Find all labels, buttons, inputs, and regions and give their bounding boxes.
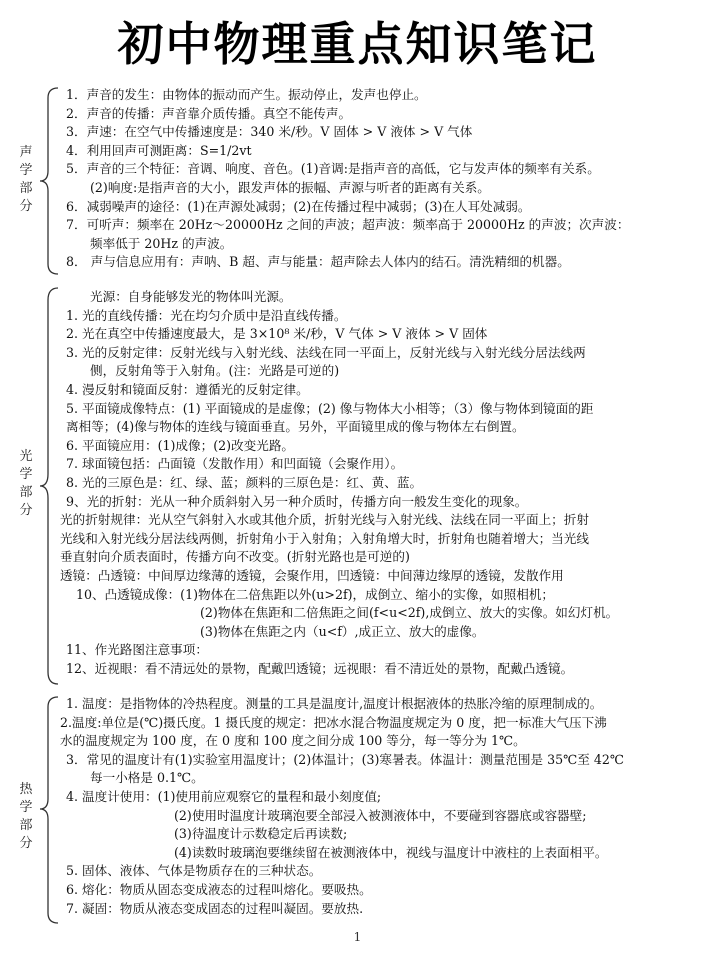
section-brace [38,86,60,276]
section-label-char: 学 [19,467,33,482]
text-line: 7．可听声：频率在 20Hz～20000Hz 之间的声波；超声波：频率高于 20000Hz 的声波；次声波： [66,217,630,233]
text-line: 2．声音的传播：声音靠介质传播。真空不能传声。 [66,105,352,121]
page-number: 1 [353,930,362,944]
text-line: 9、光的折射：光从一种介质斜射入另一种介质时，传播方向一般发生变化的现象。 [66,493,528,509]
section-brace [38,286,60,686]
section-brace [38,695,60,927]
text-line: 2. 光在真空中传播速度最大，是 3×10⁸ 米/秒，V 气体 > V 液体 > V 固体 [66,326,488,342]
text-line: 7. 凝固：物质从液态变成固态的过程叫凝固。要放热. [66,900,364,916]
text-line: 频率低于 20Hz 的声波。 [90,235,233,251]
text-line: 7. 球面镜包括：凸面镜（发散作用）和凹面镜（会聚作用）。 [66,456,404,472]
text-line: 8． 声与信息应用有：声呐、B 超、声与能量：超声除去人体内的结石。清洗精细的机器。 [66,254,570,270]
text-line: 11、作光路图注意事项： [66,642,208,658]
section-label-char: 分 [19,503,33,518]
section-label [16,144,36,216]
section-label-char: 分 [19,836,33,851]
text-line: 5．声音的三个特征：音调、响度、音色。(1)音调:是指声音的高低，它与发声体的频率有关系。 [66,161,600,177]
text-line: 1. 光的直线传播：光在均匀介质中是沿直线传播。 [66,307,347,323]
section-label-char: 热 [19,782,33,797]
text-line: 4. 温度计使用：(1)使用前应观察它的量程和最小刻度值; [66,788,382,804]
text-line: 1. 温度：是指物体的冷热程度。测量的工具是温度计,温度计根据液体的热胀冷缩的原理制成的。 [66,696,603,711]
text-line: 透镜：凸透镜：中间厚边缘薄的透镜，会聚作用，凹透镜：中间薄边缘厚的透镜，发散作用 [60,567,564,583]
text-line: (2)物体在焦距和二倍焦距之间(f<u<2f),成倒立、放大的实像。如幻灯机。 [200,605,619,621]
text-line: 每一小格是 0.1℃。 [90,770,204,786]
text-line: 8. 光的三原色是：红、绿、蓝；颜料的三原色是：红、黄、蓝。 [66,474,423,490]
section-label [16,781,36,853]
text-line: 3. 光的反射定律：反射光线与入射光线、法线在同一平面上，反射光线与入射光线分居法线两 [66,344,586,360]
section-label-char: 部 [19,181,33,196]
section-label-char: 光 [19,449,33,464]
text-line: 光的折射规律：光从空气斜射入水或其他介质，折射光线与入射光线、法线在同一平面上；折射 [60,512,589,528]
text-line: 6. 平面镜应用：(1)成像；(2)改变光路。 [66,437,295,453]
text-line: 1．声音的发生：由物体的振动而产生。振动停止，发声也停止。 [66,87,427,102]
text-line: 4．利用回声可测距离：S=1/2vt [66,142,252,158]
text-line: 水的温度规定为 100 度，在 0 度和 100 度之间分成 100 等分，每一等分为 1℃。 [60,733,526,749]
text-line: 6．减弱噪声的途径：(1)在声源处减弱；(2)在传播过程中减弱；(3)在人耳处减弱。 [66,198,531,214]
text-line: (2)响度:是指声音的大小，跟发声体的振幅、声源与听者的距离有关系。 [90,179,490,195]
section-label-char: 学 [19,163,33,178]
section-label-char: 部 [19,818,33,833]
text-line: 5. 固体、液体、气体是物质存在的三种状态。 [66,863,322,879]
text-line: 5. 平面镜成像特点：(1) 平面镜成的是虚像；(2) 像与物体大小相等；（3）像与物体到镜面的距 [66,400,594,416]
section-label-char: 学 [19,800,33,815]
text-line: 3．声速：在空气中传播速度是：340 米/秒。V 固体 > V 液体 > V 气体 [66,124,473,140]
text-line: 10、凸透镜成像：(1)物体在二倍焦距以外(u>2f)，成倒立、缩小的实像，如照相机； [76,586,555,602]
text-line: 离相等；(4)像与物体的连线与镜面垂直。另外，平面镜里成的像与物体左右倒置。 [66,419,525,435]
text-line: (2)使用时温度计玻璃泡要全部浸入被测液体中，不要碰到容器底或容器壁; [174,807,587,823]
page-title: 初中物理重点知识笔记 [117,17,598,71]
section-label-char: 分 [19,199,33,214]
text-line: 光源：自身能够发光的物体叫光源。 [90,289,292,304]
text-line: 12、近视眼：看不清远处的景物，配戴凹透镜；远视眼：看不清近处的景物，配戴凸透镜。 [66,660,574,676]
section-label-char: 部 [19,485,33,500]
text-line: 6. 熔化：物质从固态变成液态的过程叫熔化。要吸热。 [66,881,372,897]
text-line: 侧，反射角等于入射角。(注：光路是可逆的) [90,363,340,379]
section-label-char: 声 [19,145,33,160]
text-line: 3．常见的温度计有(1)实验室用温度计；(2)体温计；(3)寒暑表。体温计：测量范围是 35℃至 42℃ [66,751,624,767]
text-line: 光线和入射光线分居法线两侧，折射角小于入射角；入射角增大时，折射角也随着增大；当光线 [60,530,589,546]
text-line: 2.温度:单位是(℃)摄氏度。1 摄氏度的规定：把冰水混合物温度规定为 0 度，把一标准大气压下沸 [60,714,607,730]
text-line: (3)待温度计示数稳定后再读数; [174,826,348,842]
text-line: 4. 漫反射和镜面反射：遵循光的反射定律。 [66,381,309,397]
section-label [16,448,36,520]
text-line: (3)物体在焦距之内（u<f）,成正立、放大的虚像。 [200,623,485,639]
text-line: 垂直射向介质表面时，传播方向不改变。(折射光路也是可逆的) [60,549,410,565]
text-line: (4)读数时玻璃泡要继续留在被测液体中，视线与温度计中液柱的上表面相平。 [174,844,608,860]
